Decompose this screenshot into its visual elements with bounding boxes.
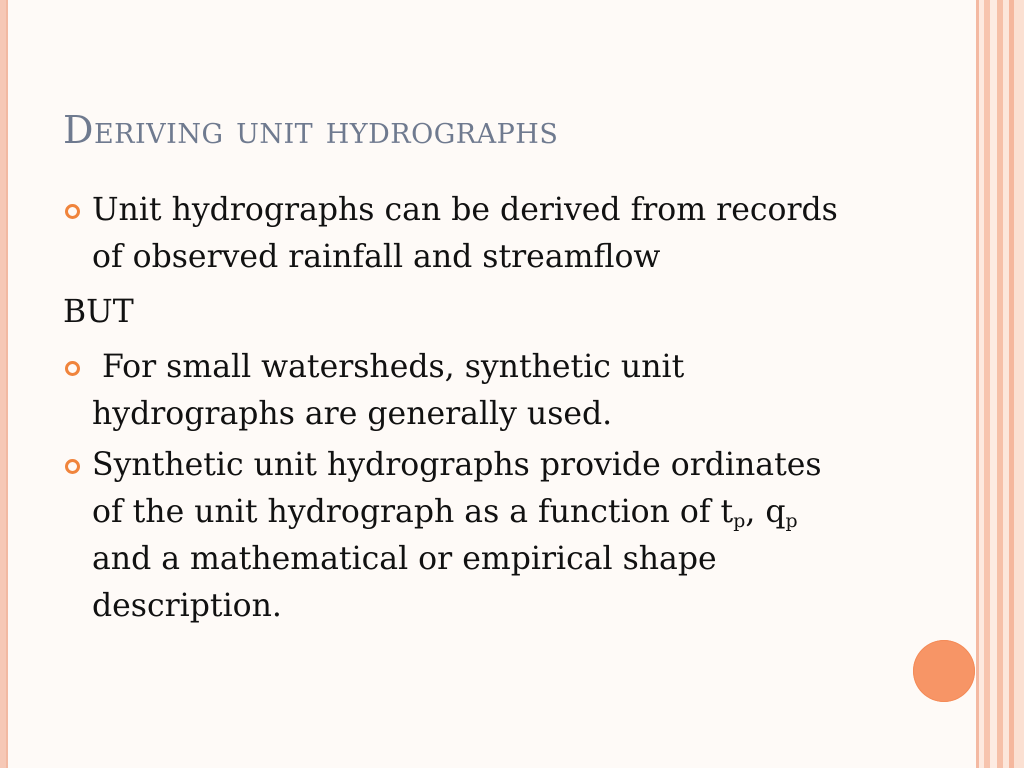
ring-bullet-icon bbox=[65, 459, 80, 474]
subscript-p: p bbox=[733, 510, 746, 532]
ring-bullet-icon bbox=[65, 204, 80, 219]
bullet-item bbox=[63, 187, 843, 281]
bullet-item bbox=[63, 442, 843, 630]
left-border-decoration bbox=[0, 0, 8, 768]
bullet-text: Unit hydrographs can be derived from records of observed rainfall and streamflow bbox=[92, 192, 838, 275]
bullet-text-part: and a mathematical or empirical shape description. bbox=[92, 541, 717, 624]
bullet-text: For small watersheds, synthetic unit hydrographs are generally used. bbox=[92, 349, 695, 432]
bullet-item bbox=[63, 344, 843, 438]
orange-circle-icon bbox=[913, 640, 975, 702]
slide-title: Deriving unit hydrographs bbox=[63, 108, 559, 152]
right-stripe-decoration bbox=[1014, 0, 1024, 768]
right-stripe-decoration bbox=[990, 0, 997, 768]
ring-bullet-icon bbox=[65, 361, 80, 376]
subscript-p: p bbox=[785, 510, 798, 532]
slide-body bbox=[63, 187, 843, 630]
but-divider-text: BUT bbox=[63, 294, 134, 330]
bullet-text-part: Synthetic unit hydrographs provide ordinates of the unit hydrograph as a function of t bbox=[92, 447, 822, 530]
bullet-text-part: , q bbox=[745, 494, 786, 530]
